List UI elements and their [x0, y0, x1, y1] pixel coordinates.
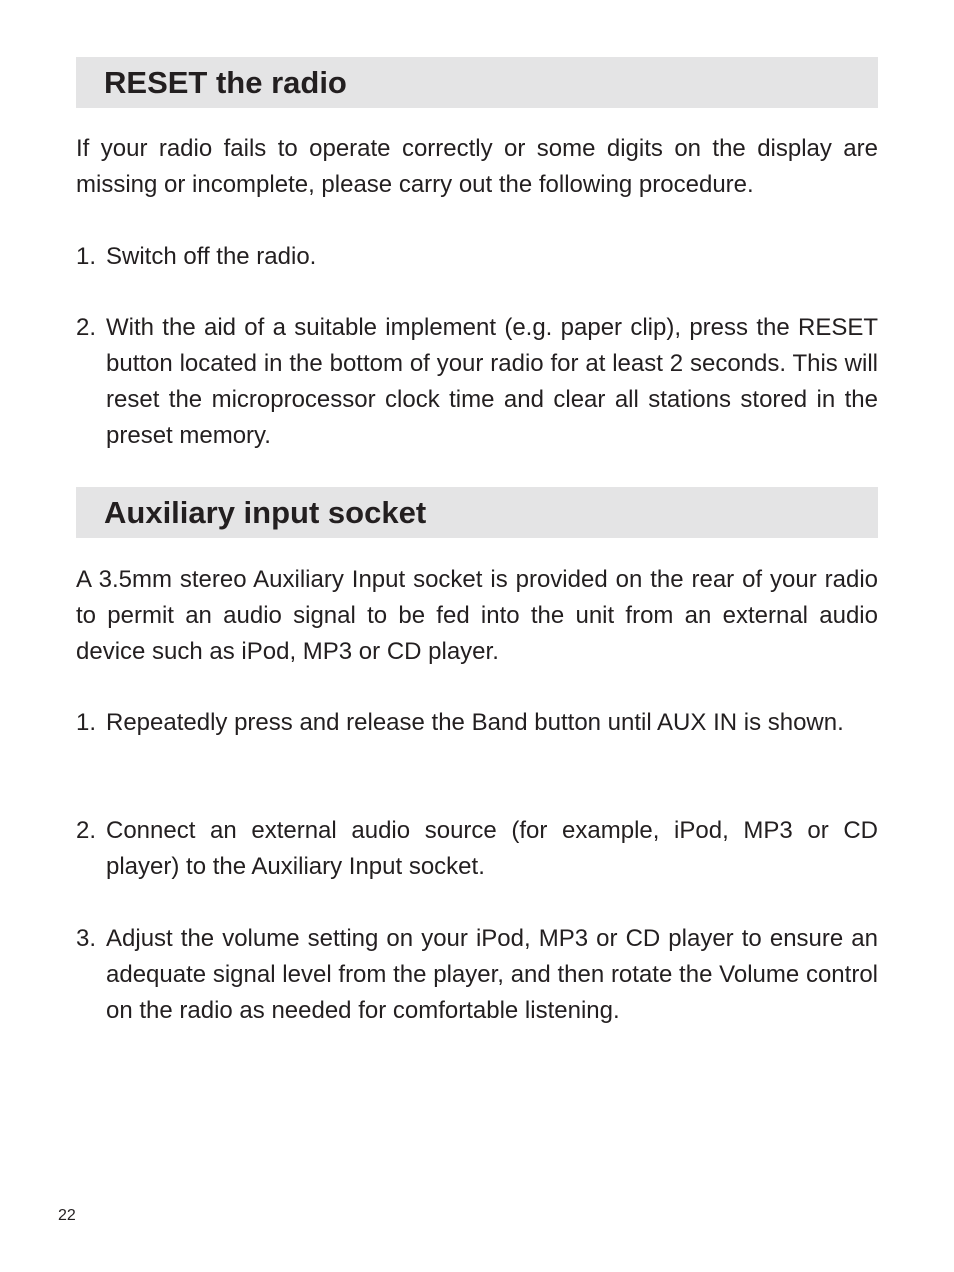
step-text: Repeatedly press and release the Band button until AUX IN is shown.: [106, 709, 844, 736]
step-text: Adjust the volume setting on your iPod, MP3 or CD player to ensure an adequate signal level from the player, and then rotate the Volume control on the radio as needed for comfortable listening.: [106, 925, 878, 1024]
section-heading-aux: Auxiliary input socket: [76, 487, 878, 538]
reset-intro-paragraph: If your radio fails to operate correctly or some digits on the display are missing or incomplete, please carry out the following procedure.: [76, 135, 878, 198]
aux-step-3: [76, 921, 878, 1029]
step-text: Switch off the radio.: [106, 243, 317, 270]
step-number: 2.: [76, 817, 97, 844]
reset-step-2: [76, 310, 878, 454]
step-text: With the aid of a suitable implement (e.g. paper clip), press the RESET button located in the bottom of your radio for at least 2 seconds. This will reset the microprocessor clock time and clear all stations stored in the preset memory.: [106, 314, 878, 449]
step-number: 3.: [76, 925, 97, 952]
step-number: 2.: [76, 314, 97, 341]
section-heading-reset: RESET the radio: [76, 57, 878, 108]
aux-step-1: [76, 705, 878, 741]
aux-intro-paragraph: A 3.5mm stereo Auxiliary Input socket is provided on the rear of your radio to permit an audio signal to be fed into the unit from an external audio device such as iPod, MP3 or CD player.: [76, 566, 878, 665]
page-number: 22: [58, 1207, 76, 1224]
step-number: 1.: [76, 243, 97, 270]
step-text: Connect an external audio source (for example, iPod, MP3 or CD player) to the Auxiliary Input socket.: [106, 817, 878, 880]
aux-step-2: [76, 813, 878, 885]
reset-step-1: [76, 239, 878, 275]
step-number: 1.: [76, 709, 97, 736]
